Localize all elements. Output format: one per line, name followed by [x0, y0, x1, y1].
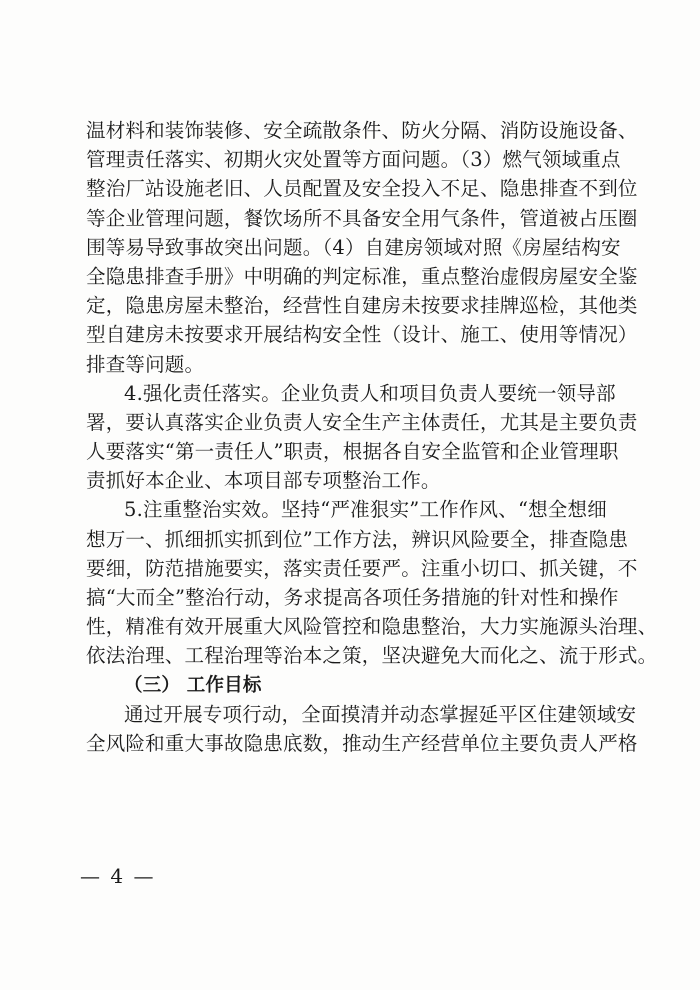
text-line: 围等易导致事故突出问题。（4）自建房领域对照《房屋结构安: [86, 235, 621, 259]
paragraph-start: 5.注重整治实效。坚持“严准狠实”工作作风、“想全想细: [124, 498, 607, 522]
text-line: 搞“大而全”整治行动，务求提高各项任务措施的针对性和操作: [86, 586, 619, 609]
text-line: 定，隐患房屋未整治，经营性自建房未按要求挂牌巡检，其他类: [86, 294, 638, 318]
text-line: 型自建房未按要求开展结构安全性（设计、施工、使用等情况）: [86, 323, 638, 347]
text-line: 责抓好本企业、本项目部专项整治工作。: [86, 469, 441, 493]
text-line: 署，要认真落实企业负责人安全生产主体责任，尤其是主要负责: [86, 410, 638, 434]
document-body: [86, 116, 658, 758]
text-line: 人要落实“第一责任人”职责，根据各自安全监管和企业管理职: [86, 440, 619, 464]
text-line: 全隐患排查手册》中明确的判定标准，重点整治虚假房屋安全鉴: [86, 264, 638, 288]
text-line: 要细，防范措施要实，落实责任要严。注重小切口、抓关键，不: [86, 556, 638, 580]
text-line: 管理责任落实、初期火灾处置等方面问题。（3）燃气领域重点: [86, 148, 621, 172]
text-line: 排查等问题。: [86, 352, 205, 376]
section-heading: （三） 工作目标: [124, 674, 262, 696]
text-line: 整治厂站设施老旧、人员配置及安全投入不足、隐患排查不到位: [86, 177, 638, 201]
text-line: 依法治理、工程治理等治本之策，坚决避免大而化之、流于形式。: [86, 644, 658, 668]
text-line: 等企业管理问题，餐饮场所不具备安全用气条件，管道被占压圈: [86, 206, 638, 230]
page-number: — 4 —: [80, 864, 156, 888]
text-line: 想万一、抓细抓实抓到位”工作方法，辨识风险要全，排查隐患: [86, 527, 629, 551]
paragraph-start: 4.强化责任落实。企业负责人和项目负责人要统一领导部: [124, 381, 616, 405]
text-line: 性，精准有效开展重大风险管控和隐患整治，大力实施源头治理、: [86, 615, 658, 639]
paragraph-start: 通过开展专项行动，全面摸清并动态掌握延平区住建领域安: [124, 702, 637, 726]
text-line: 全风险和重大事故隐患底数，推动生产经营单位主要负责人严格: [86, 731, 638, 755]
text-line: 温材料和装饰装修、安全疏散条件、防火分隔、消防设施设备、: [86, 119, 638, 142]
